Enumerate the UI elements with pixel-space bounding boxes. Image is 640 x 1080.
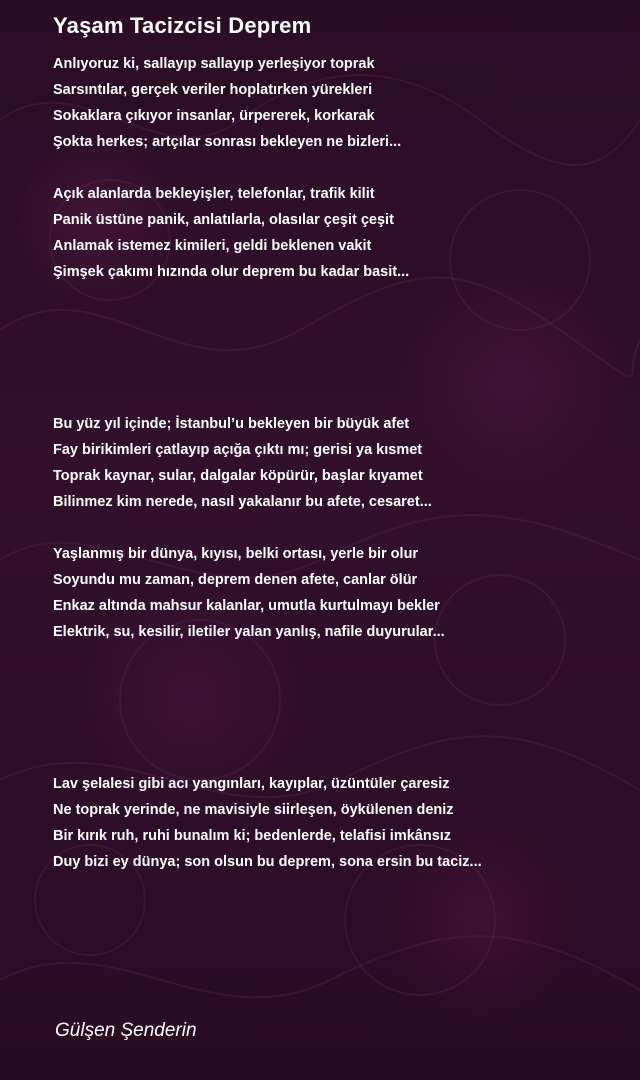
poem-author: Gülşen Şenderin xyxy=(55,1020,197,1041)
poem-line: Sarsıntılar, gerçek veriler hoplatırken yürekleri xyxy=(53,82,373,98)
poem-line: Anlıyoruz ki, sallayıp sallayıp yerleşiyor toprak xyxy=(53,56,375,72)
poem-line: Sokaklara çıkıyor insanlar, ürpererek, korkarak xyxy=(53,108,375,124)
stanza-1 xyxy=(53,51,401,155)
poem-line: Şimşek çakımı hızında olur deprem bu kadar basit... xyxy=(53,264,410,280)
poem-title: Yaşam Tacizcisi Deprem xyxy=(53,13,312,38)
poem-line: Toprak kaynar, sular, dalgalar köpürür, başlar kıyamet xyxy=(53,468,423,484)
poem-line: Bilinmez kim nerede, nasıl yakalanır bu afete, cesaret... xyxy=(53,494,432,510)
stanza-5 xyxy=(53,771,482,875)
poem-line: Elektrik, su, kesilir, iletiler yalan yanlış, nafile duyurular... xyxy=(53,624,445,640)
poem-line: Anlamak istemez kimileri, geldi beklenen vakit xyxy=(53,238,372,254)
poem-line: Ne toprak yerinde, ne mavisiyle siirleşen, öykülenen deniz xyxy=(53,802,454,818)
poem-line: Duy bizi ey dünya; son olsun bu deprem, sona ersin bu taciz... xyxy=(53,854,482,870)
poem-line: Lav şelalesi gibi acı yangınları, kayıplar, üzüntüler çaresiz xyxy=(53,776,450,792)
poem-line: Bir kırık ruh, ruhi bunalım ki; bedenlerde, telafisi imkânsız xyxy=(53,828,452,844)
poem-line: Yaşlanmış bir dünya, kıyısı, belki ortası, yerle bir olur xyxy=(53,546,419,562)
stanza-3 xyxy=(53,411,432,515)
poem-line: Şokta herkes; artçılar sonrası bekleyen ne bizleri... xyxy=(53,134,402,150)
poem-line: Fay birikimleri çatlayıp açığa çıktı mı; gerisi ya kısmet xyxy=(53,442,423,458)
stanza-4 xyxy=(53,541,445,645)
stanza-2 xyxy=(53,181,409,285)
poem-line: Panik üstüne panik, anlatılarla, olasılar çeşit çeşit xyxy=(53,212,394,228)
poem-line: Bu yüz yıl içinde; İstanbul’u bekleyen bir büyük afet xyxy=(53,416,410,432)
poem-line: Soyundu mu zaman, deprem denen afete, canlar ölür xyxy=(53,572,418,588)
poem-line: Açık alanlarda bekleyişler, telefonlar, trafik kilit xyxy=(53,186,375,202)
poem-line: Enkaz altında mahsur kalanlar, umutla kurtulmayı bekler xyxy=(53,598,440,614)
